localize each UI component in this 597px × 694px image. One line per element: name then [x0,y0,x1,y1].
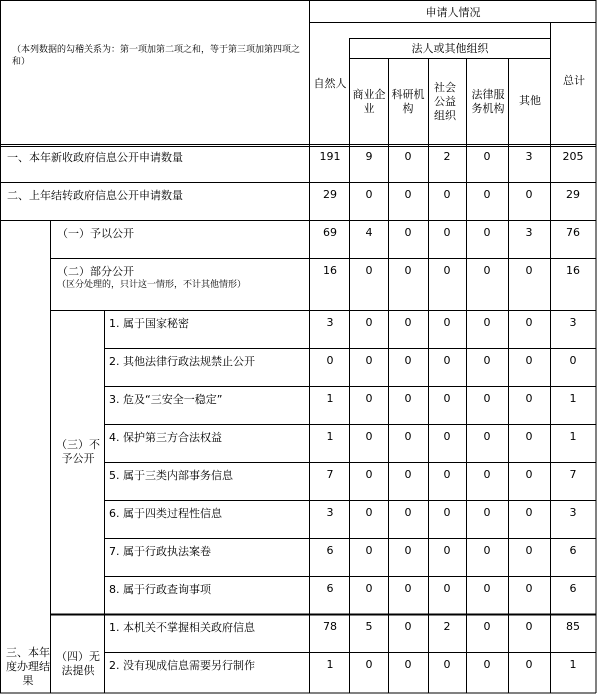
value-r14-research: 0 [404,658,412,671]
value-r12-total: 6 [569,582,577,595]
row-label-state-secret: 1. 属于国家秘密 [109,317,189,330]
value-r8-natural: 1 [326,430,334,443]
group-label-unable: （四）无法提供 [56,650,100,677]
value-r6-research: 0 [404,354,412,367]
value-r12-legal-service: 0 [483,582,491,595]
value-r13-other: 0 [525,620,533,633]
value-r10-legal-service: 0 [483,506,491,519]
header-research: 科研机构 [391,88,425,115]
value-r8-research: 0 [404,430,412,443]
value-r4-research: 0 [404,264,412,277]
value-r6-total: 0 [569,354,577,367]
value-r7-legal-service: 0 [483,392,491,405]
value-r13-legal-service: 0 [483,620,491,633]
value-r9-social: 0 [443,468,451,481]
value-r4-legal-service: 0 [483,264,491,277]
value-r14-legal-service: 0 [483,658,491,671]
row-label-new-requests: 一、本年新收政府信息公开申请数量 [7,151,183,164]
value-r2-total: 29 [566,188,580,201]
header-natural-person: 自然人 [313,77,347,90]
header-note: （本列数据的勾稽关系为：第一项加第二项之和，等于第三项加第四项之和） [12,45,301,67]
value-r10-other: 0 [525,506,533,519]
value-r13-natural: 78 [323,620,337,633]
value-r7-social: 0 [443,392,451,405]
value-r1-legal-service: 0 [483,150,491,163]
value-r14-total: 1 [569,658,577,671]
row-label-law-prohibited: 2. 其他法律行政法规禁止公开 [109,355,255,368]
value-r3-other: 3 [525,226,533,239]
header-commercial: 商业企业 [352,88,386,115]
value-r11-research: 0 [404,544,412,557]
value-r2-other: 0 [525,188,533,201]
value-r14-commercial: 0 [365,658,373,671]
value-r12-research: 0 [404,582,412,595]
value-r1-research: 0 [404,150,412,163]
value-r1-natural: 191 [319,150,341,163]
value-r2-research: 0 [404,188,412,201]
value-r2-commercial: 0 [365,188,373,201]
row-label-process-info: 6. 属于四类过程性信息 [109,507,222,520]
value-r4-commercial: 0 [365,264,373,277]
value-r7-commercial: 0 [365,392,373,405]
row-label-three-security: 3. 危及“三安全一稳定” [109,393,223,406]
header-other: 其他 [519,94,541,107]
value-r2-natural: 29 [323,188,337,201]
group-label-not-public: （三）不予公开 [56,438,100,465]
header-applicant: 申请人情况 [425,6,481,19]
value-r7-research: 0 [404,392,412,405]
value-r13-total: 85 [566,620,580,633]
value-r10-social: 0 [443,506,451,519]
value-r3-legal-service: 0 [483,226,491,239]
value-r9-total: 7 [569,468,577,481]
value-r11-total: 6 [569,544,577,557]
value-r13-social: 2 [443,620,451,633]
value-r11-other: 0 [525,544,533,557]
value-r11-natural: 6 [326,544,334,557]
value-r1-social: 2 [443,150,451,163]
value-r10-commercial: 0 [365,506,373,519]
value-r9-other: 0 [525,468,533,481]
row-label-public: （一）予以公开 [57,227,134,240]
value-r14-social: 0 [443,658,451,671]
value-r4-other: 0 [525,264,533,277]
value-r8-legal-service: 0 [483,430,491,443]
row-label-third-party: 4. 保护第三方合法权益 [109,431,222,444]
value-r5-natural: 3 [326,316,334,329]
value-r4-social: 0 [443,264,451,277]
value-r3-research: 0 [404,226,412,239]
value-r12-social: 0 [443,582,451,595]
value-r5-legal-service: 0 [483,316,491,329]
value-r2-legal-service: 0 [483,188,491,201]
value-r9-natural: 7 [326,468,334,481]
row-label-partial-note: （区分处理的，只计这一情形，不计其他情形） [57,280,247,290]
value-r14-other: 0 [525,658,533,671]
value-r3-total: 76 [566,226,580,239]
header-social: 社会公益组织 [434,81,456,122]
value-r6-commercial: 0 [365,354,373,367]
value-r13-research: 0 [404,620,412,633]
value-r13-commercial: 5 [365,620,373,633]
value-r5-other: 0 [525,316,533,329]
value-r8-total: 1 [569,430,577,443]
row-label-carried-over: 二、上年结转政府信息公开申请数量 [7,189,183,202]
value-r7-total: 1 [569,392,577,405]
value-r6-social: 0 [443,354,451,367]
value-r9-commercial: 0 [365,468,373,481]
value-r5-total: 3 [569,316,577,329]
value-r9-research: 0 [404,468,412,481]
value-r6-legal-service: 0 [483,354,491,367]
value-r9-legal-service: 0 [483,468,491,481]
row-label-not-held: 1. 本机关不掌握相关政府信息 [109,621,255,634]
row-label-internal-affairs: 5. 属于三类内部事务信息 [109,469,233,482]
value-r5-research: 0 [404,316,412,329]
value-r8-commercial: 0 [365,430,373,443]
value-r12-commercial: 0 [365,582,373,595]
value-r1-commercial: 9 [365,150,373,163]
value-r11-legal-service: 0 [483,544,491,557]
value-r7-other: 0 [525,392,533,405]
value-r4-natural: 16 [323,264,337,277]
row-label-partial-title: （二）部分公开 [57,265,134,278]
value-r6-natural: 0 [326,354,334,367]
header-legal-service: 法律服务机构 [471,88,505,115]
value-r5-commercial: 0 [365,316,373,329]
value-r12-natural: 6 [326,582,334,595]
row-label-admin-inquiry: 8. 属于行政查询事项 [109,583,211,596]
value-r3-natural: 69 [323,226,337,239]
value-r11-commercial: 0 [365,544,373,557]
row-label-partial [54,262,306,298]
value-r8-other: 0 [525,430,533,443]
value-r2-social: 0 [443,188,451,201]
value-r3-social: 0 [443,226,451,239]
value-r5-social: 0 [443,316,451,329]
value-r12-other: 0 [525,582,533,595]
value-r11-social: 0 [443,544,451,557]
value-r3-commercial: 4 [365,226,373,239]
group-label-result: 三、本年度办理结果 [6,646,50,687]
value-r4-total: 16 [566,264,580,277]
header-total: 总计 [563,74,585,87]
value-r10-research: 0 [404,506,412,519]
value-r6-other: 0 [525,354,533,367]
value-r1-other: 3 [525,150,533,163]
row-label-needs-creation: 2. 没有现成信息需要另行制作 [109,659,255,672]
value-r8-social: 0 [443,430,451,443]
row-label-enforcement-file: 7. 属于行政执法案卷 [109,545,211,558]
value-r1-total: 205 [562,150,584,163]
value-r10-total: 3 [569,506,577,519]
value-r10-natural: 3 [326,506,334,519]
value-r14-natural: 1 [326,658,334,671]
header-legal-group: 法人或其他组织 [411,42,489,55]
value-r7-natural: 1 [326,392,334,405]
